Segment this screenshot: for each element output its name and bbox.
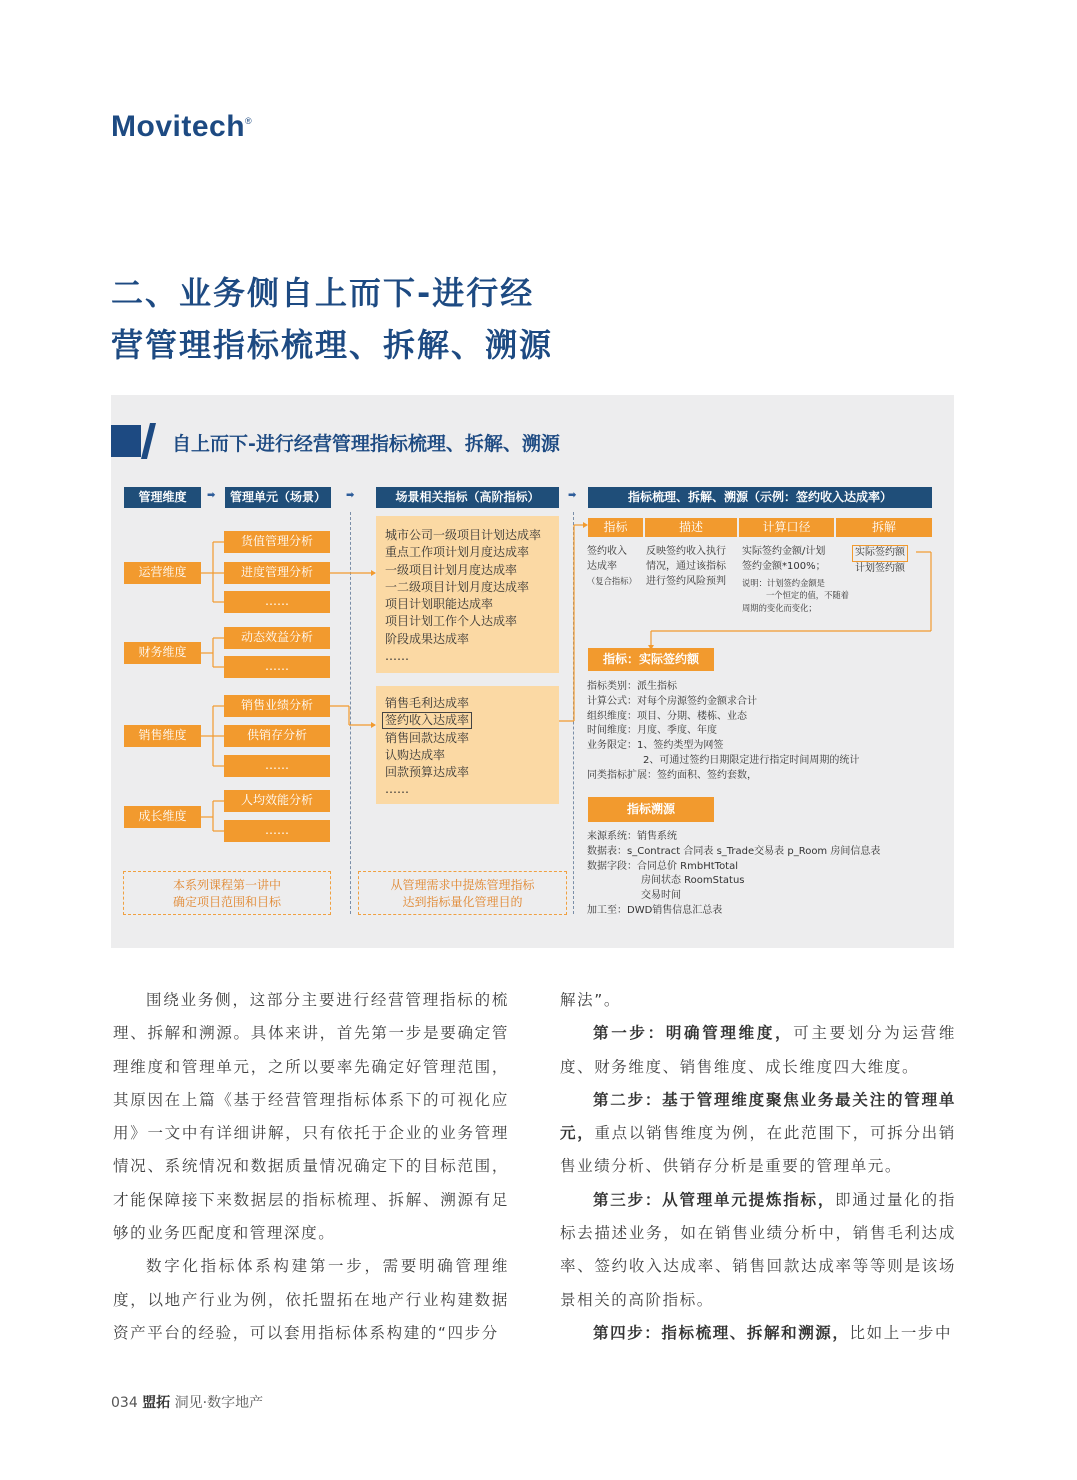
kpi-item: ……: [385, 649, 409, 664]
dimension-sales: 销售维度: [124, 725, 201, 747]
table-cell-description: 反映签约收入执行 情况，通过该指标 进行签约风险预判: [646, 546, 726, 587]
kpi-item: 一级项目计划月度达成率: [385, 562, 518, 577]
paragraph-step3: 第三步：从管理单元提炼指标，即通过量化的指标去描述业务，如在销售业绩分析中，销售毛利达成率、签约收入达成率、销售回款达成率等等则是该场景相关的高阶指标。: [560, 1190, 956, 1309]
body-right-column: [560, 984, 956, 1350]
kpi-item: 项目计划职能达成率: [385, 597, 494, 612]
note-management-needs: 从管理需求中提炼管理指标 达到指标量化管理目的: [358, 871, 567, 915]
paragraph-step1: 第一步：明确管理维度，可主要划分为运营维度、财务维度、销售维度、成长维度四大维度。: [560, 1024, 956, 1076]
header-management-dimension: 管理维度: [124, 487, 201, 508]
paragraph: 围绕业务侧，这部分主要进行经营管理指标的梳理、拆解和溯源。具体来讲，首先第一步是要确定管理维度和管理单元，之所以要率先确定好管理范围，其原因在上篇《基于经营管理指标体系下的可视化应用》一文中有详细讲解，只有依托于企业的业务管理情况、系统情况和数据质量情况确定下的目标范围，才能保障接下来数据层的指标梳理、拆解、溯源有足够的业务匹配度和管理深度。: [113, 991, 509, 1243]
unit-sales-performance: 销售业绩分析: [224, 695, 330, 717]
unit-dynamic-benefit: 动态效益分析: [224, 627, 330, 649]
paragraph: 解法”。: [560, 991, 621, 1009]
figure-title: 自上而下-进行经营管理指标梳理、拆解、溯源: [172, 433, 560, 455]
table-header: 拆解: [836, 518, 932, 537]
unit-more: ……: [224, 755, 330, 777]
header-scenario-indicators: 场景相关指标（高阶指标）: [376, 487, 559, 508]
kpi-item: 回款预算达成率: [385, 765, 470, 780]
kpi-item: ……: [385, 782, 409, 797]
kpi-item: 一二级项目计划月度达成率: [385, 579, 530, 594]
dimension-operations: 运营维度: [124, 562, 201, 584]
arrow-icon: ➡: [568, 490, 577, 501]
kpi-item: 城市公司一级项目计划达成率: [385, 528, 542, 542]
split-actual-signed: 实际签约额: [852, 545, 908, 562]
table-header: 描述: [645, 518, 737, 537]
trace-title: 指标溯源: [588, 797, 714, 822]
table-header: 计算口径: [739, 518, 834, 537]
page-number: 034: [111, 1395, 138, 1411]
movitech-logo: Movitech®: [111, 110, 253, 143]
kpi-item: 销售回款达成率: [385, 730, 470, 745]
page-title-line2: 营管理指标梳理、拆解、溯源: [111, 326, 554, 364]
unit-value-management: 货值管理分析: [224, 531, 330, 553]
kpi-item-highlighted: 签约收入达成率: [382, 712, 472, 729]
kpi-item: 项目计划工作个人达成率: [385, 614, 518, 629]
dimension-growth: 成长维度: [124, 806, 201, 828]
page-title-line1: 二、业务侧自上而下-进行经: [111, 274, 535, 312]
arrow-icon: ➡: [207, 490, 216, 501]
note-course-scope: 本系列课程第一讲中 确定项目范围和目标: [123, 871, 331, 915]
page-footer: [111, 1392, 263, 1412]
unit-more: ……: [224, 656, 330, 678]
unit-more: ……: [224, 820, 330, 842]
table-header: 指标: [588, 518, 643, 537]
body-left-column: [113, 984, 509, 1350]
unit-more: ……: [224, 591, 330, 613]
arrow-icon: ➡: [346, 490, 355, 501]
paragraph-step2: 第二步：基于管理维度聚焦业务最关注的管理单元，重点以销售维度为例，在此范围下，可拆分出销售业绩分析、供销存分析是重要的管理单元。: [560, 1090, 956, 1176]
dimension-finance: 财务维度: [124, 642, 201, 664]
kpi-group-operations: [376, 516, 559, 673]
unit-per-capita-efficiency: 人均效能分析: [224, 790, 330, 812]
kpi-item: 阶段成果达成率: [385, 631, 470, 646]
paragraph: 数字化指标体系构建第一步，需要明确管理维度，以地产行业为例，依托盟拓在地产行业构建数据资产平台的经验，可以套用指标体系构建的“四步分: [113, 1257, 509, 1342]
paragraph-step4: 第四步：指标梳理、拆解和溯源，比如上一步中: [593, 1323, 953, 1342]
metric-details: 指标类别：派生指标 计算公式：对每个房源签约金额求合计 组织维度：项目、分期、楼栋、业态 时间维度：月度、季度、年度 业务限定：1、签约类型为网签 2、可通过签约日期限定进行指定时间周期的统计 同类指标扩展：签约面积、签约套数，: [587, 681, 860, 781]
unit-supply-sales-stock: 供销存分析: [224, 725, 330, 747]
table-cell-indicator: 签约收入 达成率 （复合指标）: [587, 546, 637, 586]
header-indicator-breakdown: 指标梳理、拆解、溯源（示例：签约收入达成率）: [588, 487, 932, 508]
footer-section: 洞见·数字地产: [174, 1395, 264, 1411]
footer-brand: 盟拓: [142, 1395, 171, 1411]
table-cell-split: [855, 545, 908, 577]
kpi-item: 销售毛利达成率: [385, 696, 470, 710]
table-cell-calculation: 实际签约金额/计划 签约金额*100%； 说明：计划签约金额是 一个恒定的值，不随着 周期的变化而变化；: [742, 546, 849, 613]
trace-details: 来源系统：销售系统 数据表：s_Contract 合同表 s_Trade交易表 p_Room 房间信息表 数据字段：合同总价 RmbHtTotal 房间状态 RoomStatus 交易时间 加工至：DWD销售信息汇总表: [587, 831, 881, 916]
split-planned-signed: 计划签约额: [855, 562, 905, 574]
kpi-item: 重点工作项计划月度达成率: [385, 545, 530, 560]
kpi-group-sales: [376, 686, 559, 804]
metric-title: 指标：实际签约额: [588, 648, 714, 671]
unit-progress-management: 进度管理分析: [224, 562, 330, 584]
kpi-item: 认购达成率: [385, 747, 446, 762]
header-management-unit: 管理单元（场景）: [225, 487, 331, 508]
